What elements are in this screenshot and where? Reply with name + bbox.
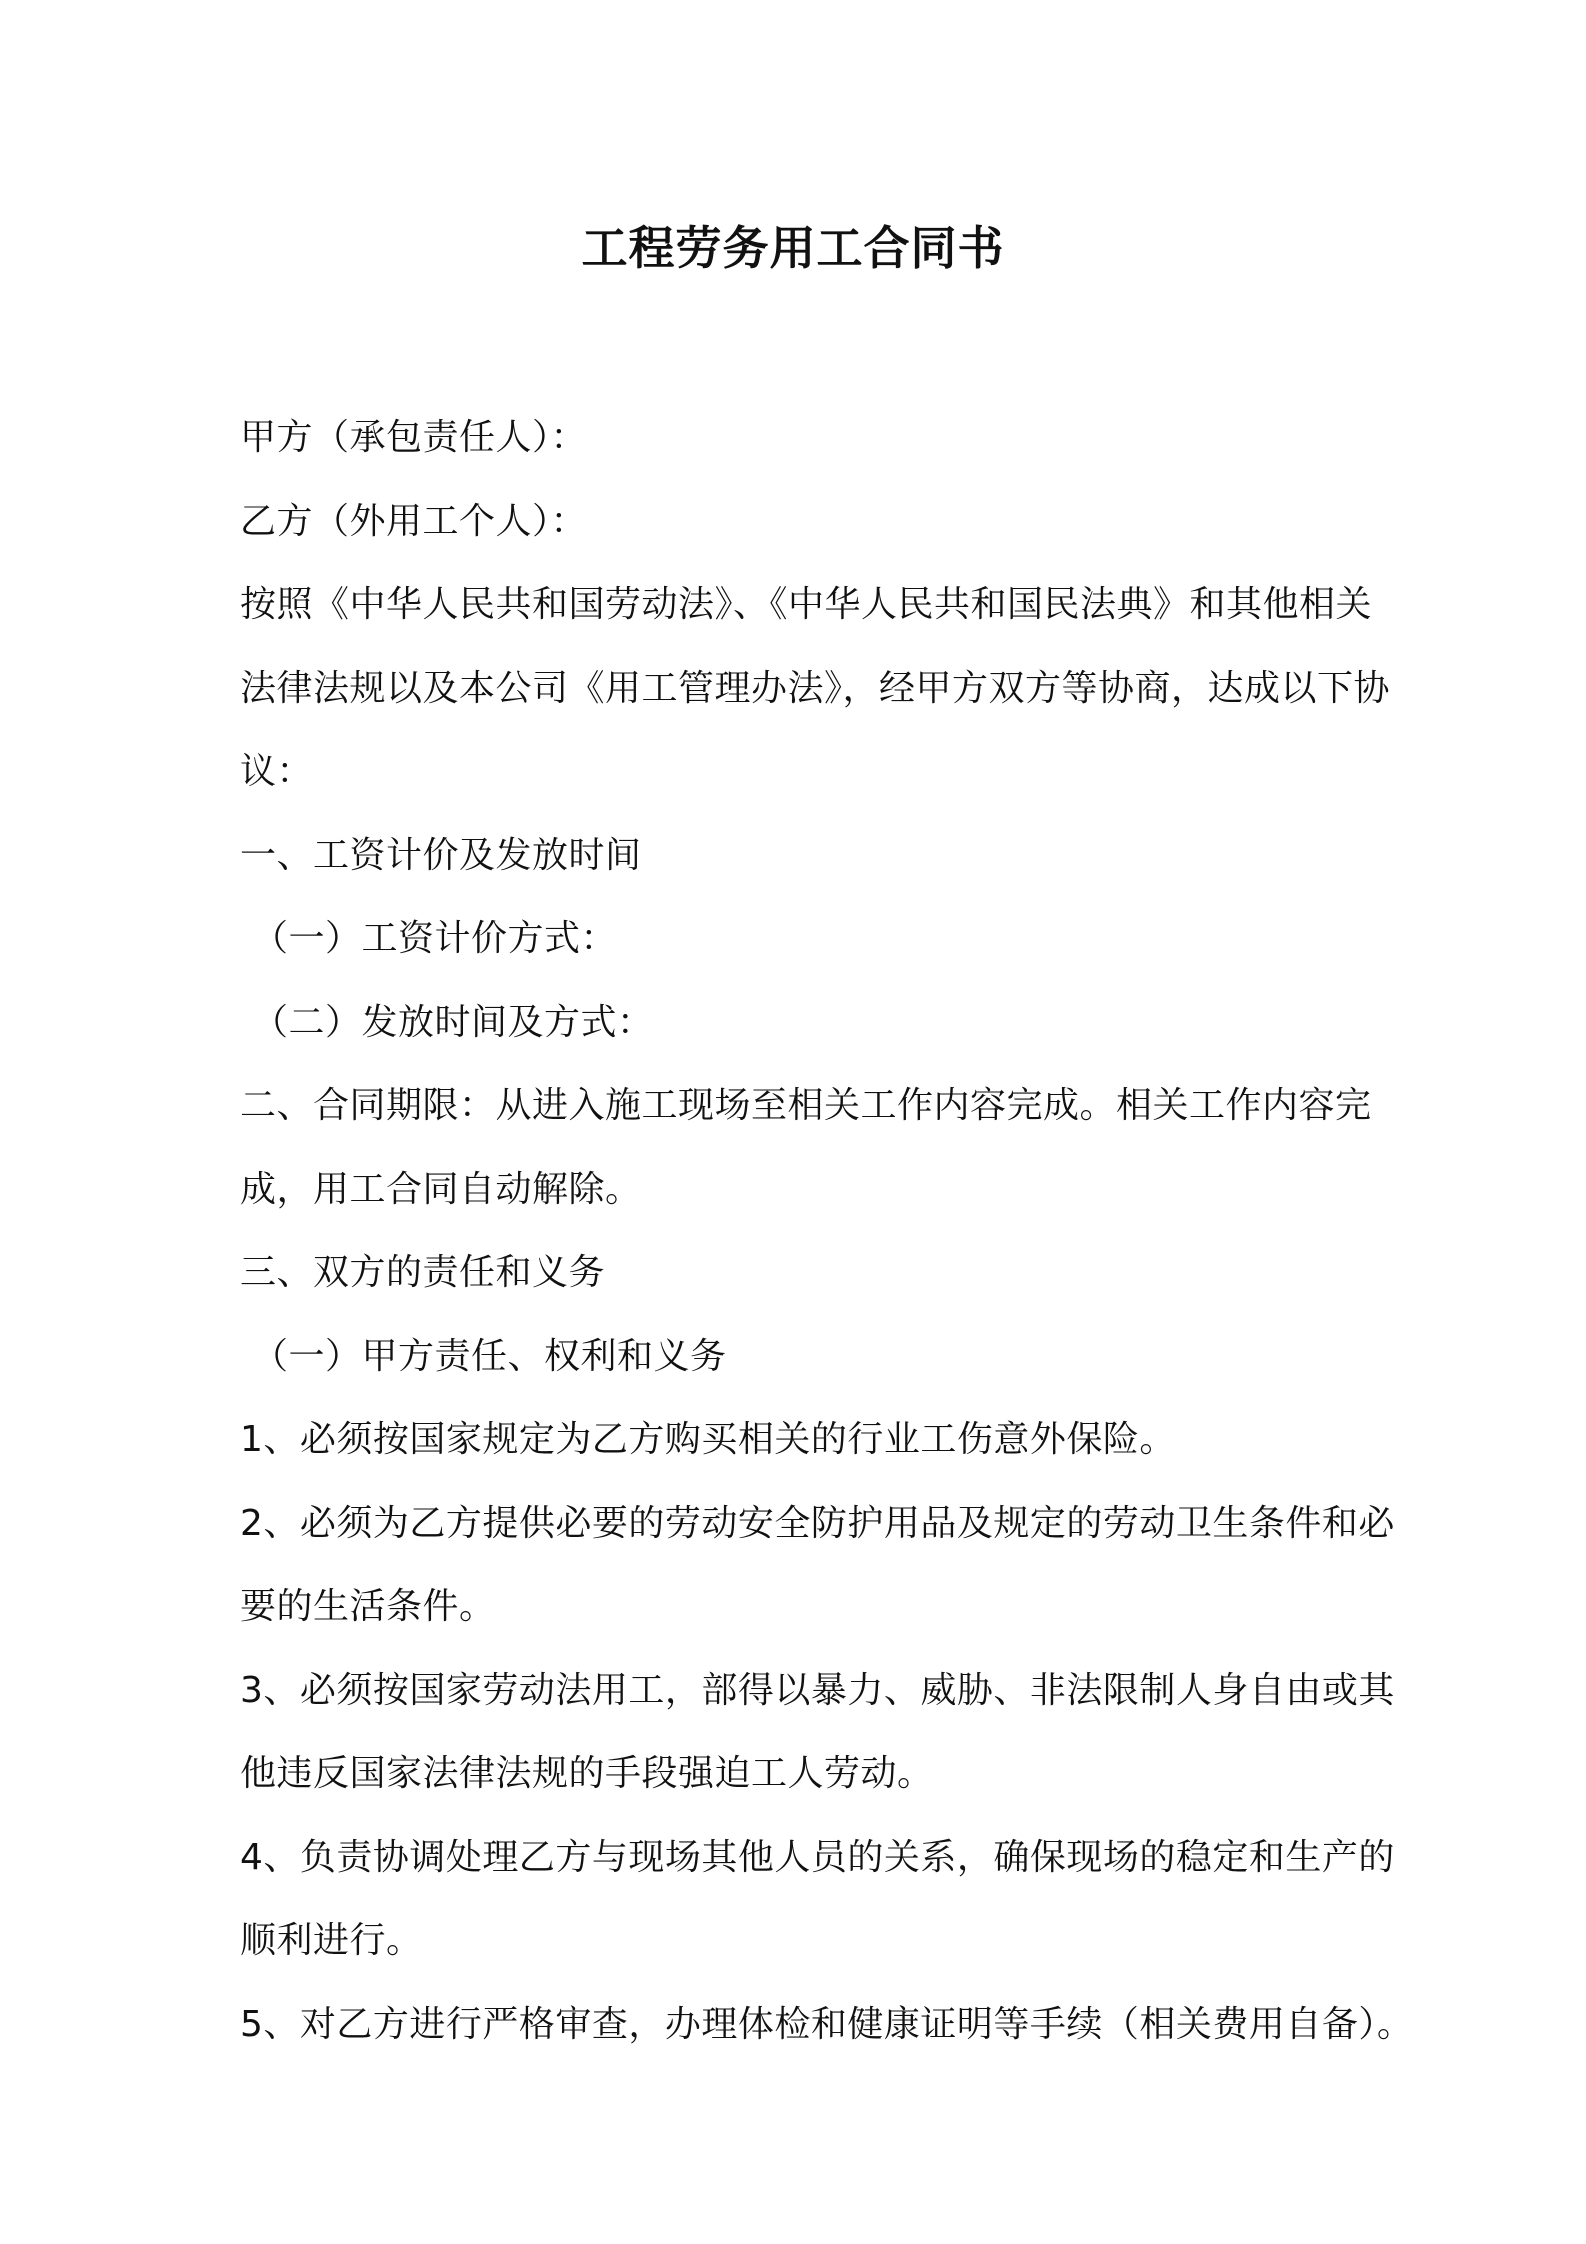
document-body bbox=[240, 396, 1426, 2066]
section-2-line-2: 成，用工合同自动解除。 bbox=[240, 1168, 642, 1210]
clause-2-line-2: 要的生活条件。 bbox=[240, 1586, 496, 1627]
preamble-line-2: 法律法规以及本公司《用工管理办法》，经甲方双方等协商，达成以下协 bbox=[240, 667, 1391, 709]
section-2-line-1: 二、合同期限：从进入施工现场至相关工作内容完成。相关工作内容完 bbox=[240, 1085, 1372, 1126]
preamble-line-1: 按照《中华人民共和国劳动法》、《中华人民共和国民法典》和其他相关 bbox=[240, 584, 1373, 625]
clause-3-line-1: 3、必须按国家劳动法用工，部得以暴力、威胁、非法限制人身自由或其 bbox=[240, 1669, 1395, 1711]
section-1-item-2: （二）发放时间及方式： bbox=[252, 1001, 654, 1043]
party-a-line: 甲方（承包责任人）： bbox=[240, 417, 588, 458]
section-3-subheading: （一）甲方责任、权利和义务 bbox=[252, 1335, 727, 1377]
section-3-heading: 三、双方的责任和义务 bbox=[240, 1252, 606, 1293]
clause-5: 5、对乙方进行严格审查，办理体检和健康证明等手续（相关费用自备）。 bbox=[240, 2003, 1414, 2045]
section-1-heading: 一、工资计价及发放时间 bbox=[240, 834, 642, 876]
section-1-item-1: （一）工资计价方式： bbox=[252, 918, 618, 959]
preamble-line-3: 议： bbox=[240, 751, 314, 792]
party-b-line: 乙方（外用工个人）： bbox=[240, 500, 588, 542]
clause-4-line-1: 4、负责协调处理乙方与现场其他人员的关系，确保现场的稳定和生产的 bbox=[240, 1836, 1395, 1878]
clause-3-line-2: 他违反国家法律法规的手段强迫工人劳动。 bbox=[240, 1753, 934, 1794]
clause-4-line-2: 顺利进行。 bbox=[240, 1920, 423, 1961]
clause-1: 1、必须按国家规定为乙方购买相关的行业工伤意外保险。 bbox=[240, 1419, 1176, 1460]
clause-2-line-1: 2、必须为乙方提供必要的劳动安全防护用品及规定的劳动卫生条件和必 bbox=[240, 1502, 1395, 1544]
document-title: 工程劳务用工合同书 bbox=[581, 221, 1005, 275]
